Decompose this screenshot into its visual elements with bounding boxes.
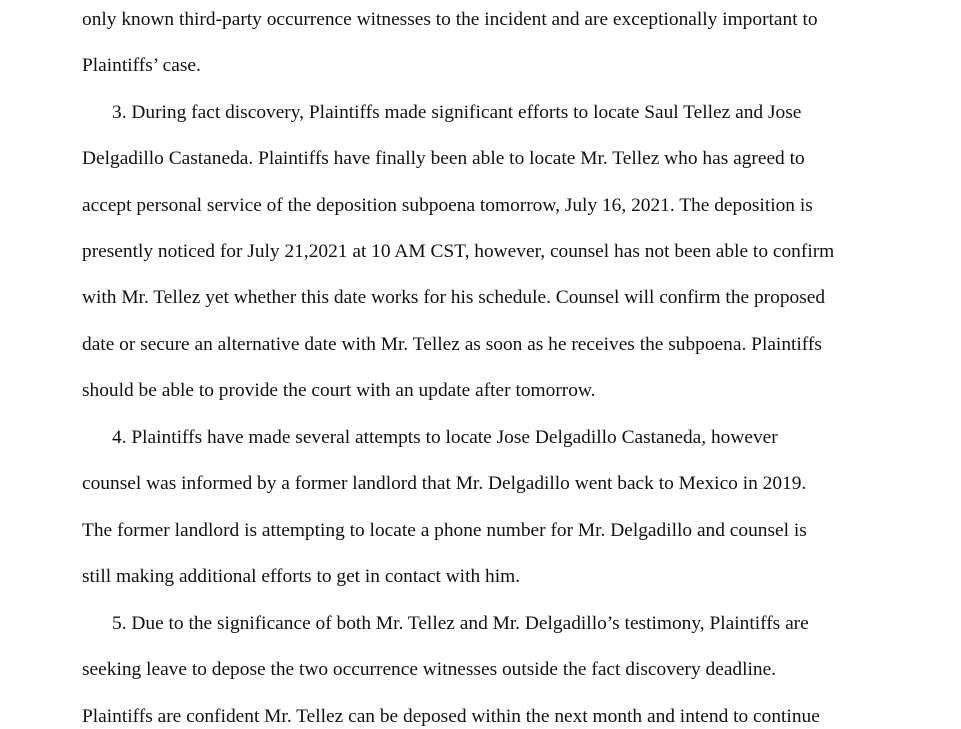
text-line: with Mr. Tellez yet whether this date works for his schedule. Counsel will confirm the proposed: [82, 287, 826, 308]
text-line: should be able to provide the court with an update after tomorrow.: [82, 380, 596, 401]
text-line: date or secure an alternative date with Mr. Tellez as soon as he receives the subpoena. Plaintiffs: [82, 334, 822, 355]
text-line: only known third-party occurrence witnesses to the incident and are exceptionally important to: [82, 9, 818, 30]
paragraph-5-start: 5. Due to the significance of both Mr. Tellez and Mr. Delgadillo’s testimony, Plaintiffs are: [112, 613, 809, 634]
text-line: Delgadillo Castaneda. Plaintiffs have finally been able to locate Mr. Tellez who has agreed to: [82, 148, 805, 169]
text-line: presently noticed for July 21,2021 at 10 AM CST, however, counsel has not been able to confirm: [82, 241, 835, 262]
text-line: Plaintiffs’ case.: [82, 55, 201, 76]
paragraph-4-start: 4. Plaintiffs have made several attempts to locate Jose Delgadillo Castaneda, however: [112, 427, 778, 448]
text-line: counsel was informed by a former landlord that Mr. Delgadillo went back to Mexico in 2019.: [82, 473, 807, 494]
text-line: accept personal service of the deposition subpoena tomorrow, July 16, 2021. The deposition is: [82, 195, 813, 216]
paragraph-3-start: 3. During fact discovery, Plaintiffs made significant efforts to locate Saul Tellez and Jose: [112, 102, 802, 123]
text-line: Plaintiffs are confident Mr. Tellez can be deposed within the next month and intend to continue: [82, 706, 820, 727]
text-line: still making additional efforts to get in contact with him.: [82, 566, 521, 587]
text-line: seeking leave to depose the two occurrence witnesses outside the fact discovery deadline.: [82, 659, 777, 680]
text-line: The former landlord is attempting to locate a phone number for Mr. Delgadillo and counsel is: [82, 520, 807, 541]
